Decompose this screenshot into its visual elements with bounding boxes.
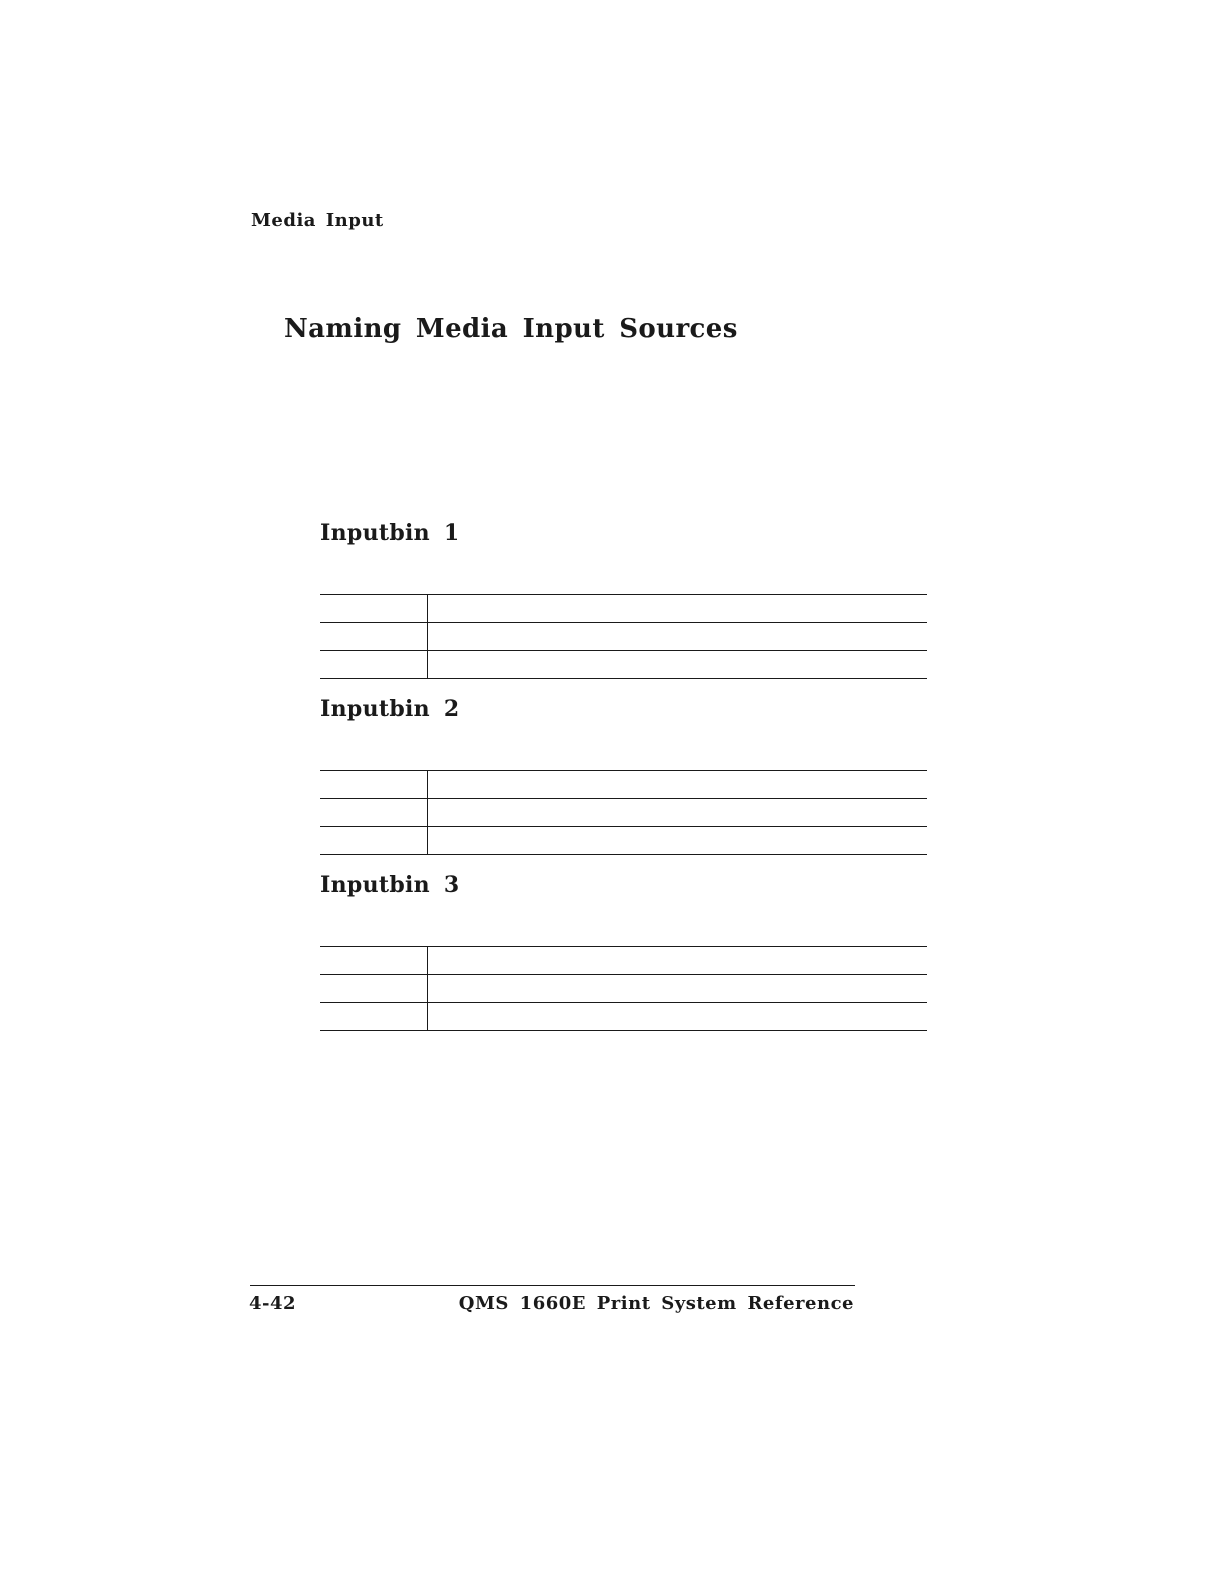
table-row [320,595,927,623]
table-cell-key [320,651,428,679]
table-cell-value [428,799,928,827]
section-heading: Inputbin 3 [320,872,460,898]
table-cell-value [428,623,928,651]
page-title: Naming Media Input Sources [284,314,738,344]
table-cell-value [428,595,928,623]
footer-page-number: 4-42 [249,1293,297,1314]
inputbin-3-section [320,870,927,900]
table-cell-key [320,1003,428,1031]
table-row [320,1003,927,1031]
table-cell-value [428,827,928,855]
inputbin-1-section [320,518,927,548]
table-row [320,651,927,679]
table-row [320,947,927,975]
table-cell-key [320,623,428,651]
table-cell-value [428,771,928,799]
footer-document-title: QMS 1660E Print System Reference [458,1293,854,1314]
table-row [320,799,927,827]
table-cell-key [320,947,428,975]
table-cell-value [428,1003,928,1031]
table-row [320,827,927,855]
table-cell-key [320,827,428,855]
table-cell-value [428,947,928,975]
table-cell-value [428,651,928,679]
inputbin-2-table [320,770,927,855]
table-row [320,975,927,1003]
inputbin-1-table [320,594,927,679]
table-cell-value [428,975,928,1003]
inputbin-3-table [320,946,927,1031]
table-row [320,771,927,799]
table-cell-key [320,799,428,827]
table-row [320,623,927,651]
table-cell-key [320,595,428,623]
section-heading: Inputbin 2 [320,696,460,722]
table-cell-key [320,771,428,799]
footer-rule [250,1285,855,1286]
table-cell-key [320,975,428,1003]
inputbin-2-section [320,694,927,724]
section-heading: Inputbin 1 [320,520,460,546]
running-header: Media Input [251,210,384,231]
